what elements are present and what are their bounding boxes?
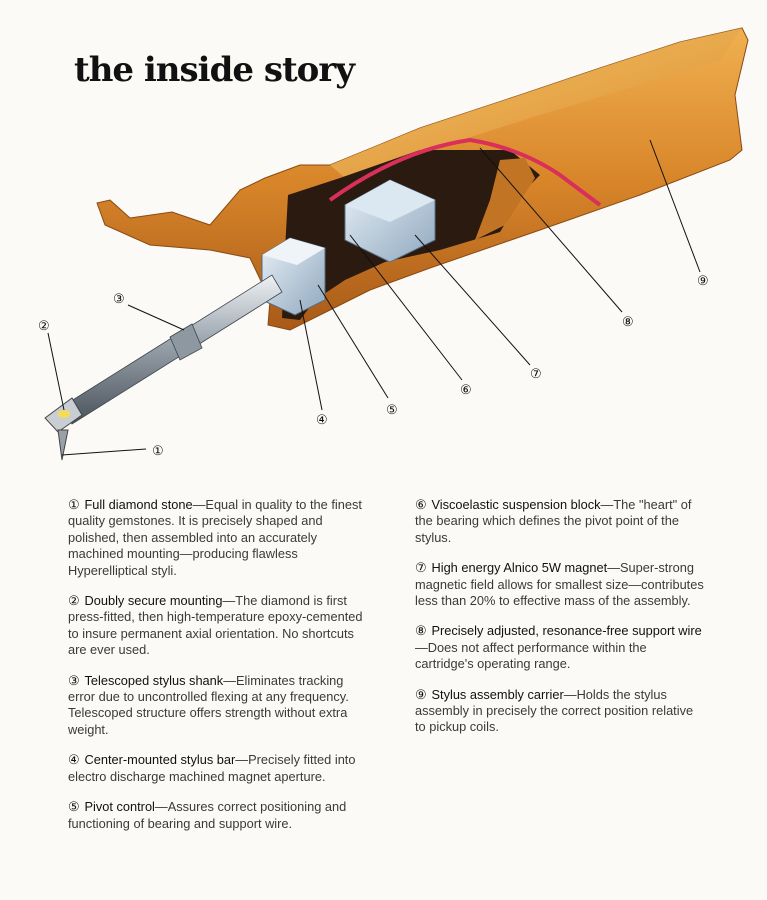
svg-text:⑥: ⑥ — [460, 382, 472, 397]
item-heading: Pivot control — [84, 799, 155, 815]
item-viscoelastic-suspension-block: ⑥ Viscoelastic suspension block—The "heart" of the bearing which defines the pivot point of the stylus. — [415, 497, 692, 545]
item-pivot-control: ⑤ Pivot control—Assures correct positioning and functioning of bearing and support wire. — [68, 799, 347, 831]
item-heading: Stylus assembly carrier — [431, 686, 564, 702]
callout-7 — [530, 366, 542, 381]
item-description: The diamond is first press-fitted, then high-temperature epoxy-cemented to insure permanent axial orientation. No shortcuts are ever used. — [68, 593, 363, 658]
callout-3 — [113, 291, 125, 306]
stylus-assembly-carrier — [97, 28, 748, 330]
callout-6 — [460, 382, 472, 397]
callout-2 — [38, 318, 50, 333]
item-center-mounted-stylus-bar: ④ Center-mounted stylus bar—Precisely fitted into electro discharge machined magnet aperture. — [68, 752, 356, 784]
item-stylus-assembly-carrier: ⑨ Stylus assembly carrier—Holds the stylus assembly in precisely the correct position relative to pickup coils. — [415, 686, 694, 735]
item-heading: Precisely adjusted, resonance-free support wire — [431, 623, 702, 639]
item-number: ④ — [68, 752, 80, 768]
item-heading: High energy Alnico 5W magnet — [431, 560, 608, 576]
stylus-shank — [60, 275, 282, 424]
svg-text:⑧: ⑧ — [622, 314, 634, 329]
item-number: ⑧ — [415, 623, 427, 639]
item-telescoped-stylus-shank: ③ Telescoped stylus shank—Eliminates tracking error due to uncontrolled flexing at any frequency. Telescoped structure offers strength without extra weight. — [68, 672, 349, 737]
description-column-left — [68, 497, 368, 846]
svg-text:⑨: ⑨ — [697, 273, 709, 288]
svg-text:①: ① — [152, 443, 164, 458]
description-column-right — [415, 497, 705, 750]
callout-1 — [152, 443, 164, 458]
svg-text:⑤: ⑤ — [386, 402, 398, 417]
item-heading: Doubly secure mounting — [84, 593, 223, 609]
svg-text:④: ④ — [316, 412, 328, 427]
item-description: The "heart" of the bearing which defines the pivot point of the stylus. — [415, 497, 692, 545]
item-heading: Viscoelastic suspension block — [431, 497, 601, 512]
item-number: ⑨ — [415, 686, 427, 702]
item-number: ⑤ — [68, 799, 80, 815]
item-number: ⑦ — [415, 560, 427, 576]
page-title: the inside story — [74, 50, 355, 90]
callout-9 — [697, 273, 709, 288]
item-number: ② — [68, 593, 80, 609]
item-heading: Center-mounted stylus bar — [84, 752, 236, 768]
item-number: ① — [68, 497, 80, 512]
callout-4 — [316, 412, 328, 427]
item-description: Super-strong magnetic field allows for smallest size—contributes less than 20% to effective mass of the assembly. — [415, 560, 704, 609]
item-number: ⑥ — [415, 497, 427, 512]
item-description: Does not affect performance within the cartridge's operating range. — [415, 639, 647, 672]
callout-8 — [622, 314, 634, 329]
item-support-wire: ⑧ Precisely adjusted, resonance-free support wire—Does not affect performance within the cartridge's operating range. — [415, 623, 702, 672]
item-description: Equal in quality to the finest quality gemstones. It is precisely shaped and polished, then assembled into an accurately machined mounting—producing flawless Hyperelliptical styli. — [68, 497, 362, 578]
item-heading: Telescoped stylus shank — [84, 672, 224, 688]
item-description: Precisely fitted into electro discharge machined magnet aperture. — [68, 752, 356, 784]
item-description: Eliminates tracking error due to uncontrolled flexing at any frequency. Telescoped structure offers strength without extra weight. — [68, 672, 349, 737]
svg-text:⑦: ⑦ — [530, 366, 542, 381]
callout-5 — [386, 402, 398, 417]
item-doubly-secure-mounting: ② Doubly secure mounting—The diamond is first press-fitted, then high-temperature epoxy-cemented to insure permanent axial orientation. No shortcuts are ever used. — [68, 593, 363, 658]
item-high-energy-magnet: ⑦ High energy Alnico 5W magnet—Super-strong magnetic field allows for smallest size—contributes less than 20% to effective mass of the assembly. — [415, 560, 704, 609]
item-heading: Full diamond stone — [84, 497, 193, 512]
item-description: Assures correct positioning and functioning of bearing and support wire. — [68, 799, 347, 831]
svg-text:③: ③ — [113, 291, 125, 306]
item-description: Holds the stylus assembly in precisely the correct position relative to pickup coils. — [415, 686, 694, 735]
svg-text:②: ② — [38, 318, 50, 333]
item-full-diamond-stone: ① Full diamond stone—Equal in quality to the finest quality gemstones. It is precisely shaped and polished, then assembled into an accurately machined mounting—producing flawless Hyperelliptical styli. — [68, 497, 362, 578]
item-number: ③ — [68, 672, 80, 688]
